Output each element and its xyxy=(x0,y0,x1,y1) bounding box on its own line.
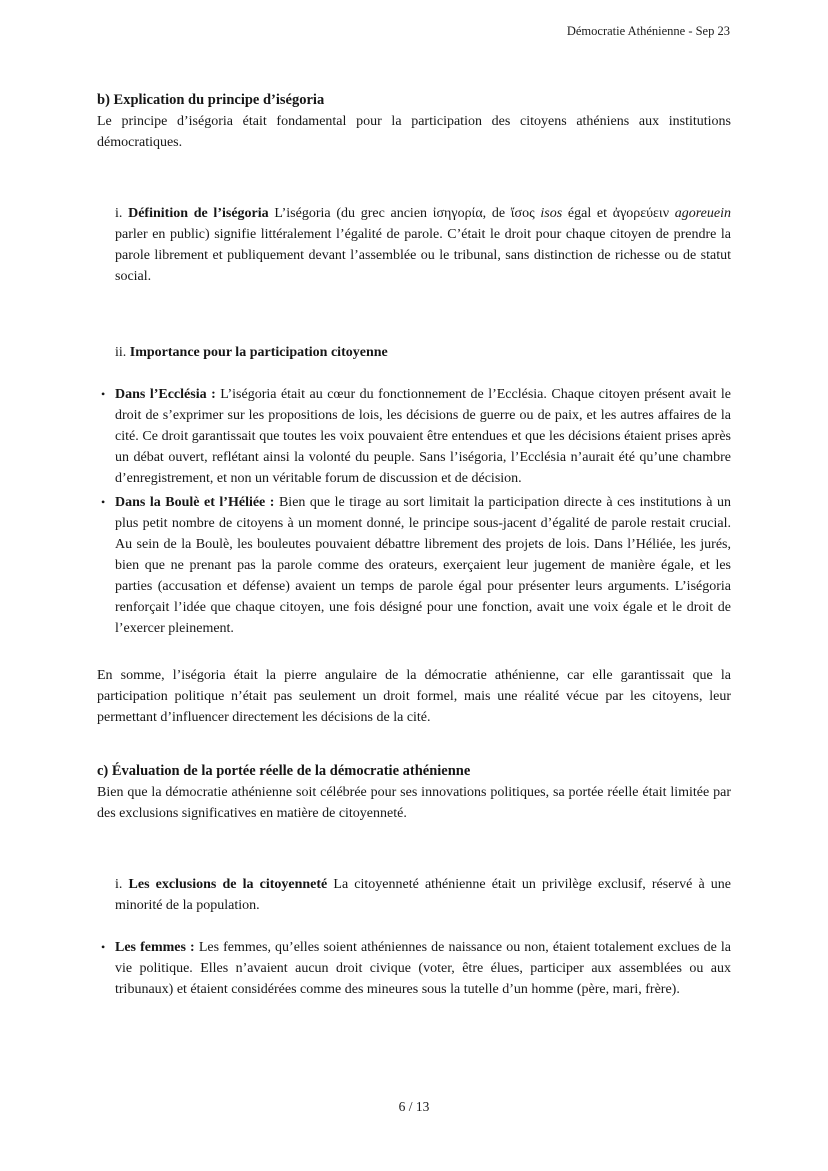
section-c-intro: Bien que la démocratie athénienne soit célébrée pour ses innovations politiques, sa portée réelle était limitée par des exclusions significatives en matière de citoyenneté. xyxy=(97,785,731,821)
bullet-lead: Les femmes : xyxy=(115,940,195,955)
section-b-conclusion: En somme, l’iségoria était la pierre angulaire de la démocratie athénienne, car elle garantissait que la participation politique n’était pas seulement un droit formel, mais une réalité vécue par les citoyens, leur permettant d’influencer directement les décisions de la cité. xyxy=(97,668,731,725)
document-body xyxy=(97,0,731,1000)
greek-transliteration-isos: isos xyxy=(540,206,563,221)
section-b-intro: Le principe d’iségoria était fondamental pour la participation des citoyens athéniens aux institutions démocratiques. xyxy=(97,114,731,150)
item-text: L’iségoria (du grec ancien ἰσηγορία, de ἴσος xyxy=(268,206,541,221)
item-number: ii. xyxy=(115,345,130,360)
bullet-text: Les femmes, qu’elles soient athéniennes de naissance ou non, étaient totalement exclues de la vie politique. Elles n’avaient aucun droit civique (voter, être élues, participer aux assemblées ou aux tribunaux) et étaient considérées comme des mineures sous la tutelle d’un homme (père, mari, frère). xyxy=(115,940,731,997)
item-definition-isegoria xyxy=(115,203,731,287)
item-importance-participation xyxy=(115,342,731,363)
bullet-les-femmes xyxy=(97,937,731,1000)
item-title: Importance pour la participation citoyenne xyxy=(129,345,388,360)
section-b-heading: b) Explication du principe d’iségoria xyxy=(97,92,325,108)
page-number: 6 / 13 xyxy=(398,1099,430,1114)
greek-transliteration-agoreuein: agoreuein xyxy=(674,206,731,221)
bullet-boule-heliee xyxy=(97,492,731,639)
running-header xyxy=(567,24,730,39)
bullet-text: L’iségoria était au cœur du fonctionnement de l’Ecclésia. Chaque citoyen présent avait le droit de s’exprimer sur les propositions de lois, les décisions de guerre ou de paix, et les autres affaires de la cité. Ce droit garantissait que toutes les voix pouvaient être entendues et que les décisions étaient prises après un débat ouvert, reflétant ainsi la volonté du peuple. Sans l’iségoria, l’Ecclésia n’aurait été qu’une chambre d’enregistrement, et non un véritable forum de discussion et de décision. xyxy=(115,387,731,486)
item-text: La citoyenneté athénienne était un privilège exclusif, réservé à une minorité de la population. xyxy=(115,877,731,913)
importance-bullet-list xyxy=(97,384,731,639)
item-text: parler en public) signifie littéralement l’égalité de parole. C’était le droit pour chaque citoyen de prendre la parole librement et publiquement devant l’assemblée ou le tribunal, sans distinction de richesse ou de statut social. xyxy=(115,227,731,284)
bullet-ecclesia xyxy=(97,384,731,489)
item-title: Les exclusions de la citoyenneté xyxy=(128,877,328,892)
item-exclusions-citoyennete xyxy=(115,874,731,916)
item-number: i. xyxy=(115,877,129,892)
page-footer xyxy=(0,1096,828,1117)
section-c-heading: c) Évaluation de la portée réelle de la démocratie athénienne xyxy=(97,763,471,779)
bullet-text: Bien que le tirage au sort limitait la participation directe à ces institutions à un plus petit nombre de citoyens à un moment donné, le principe sous-jacent d’égalité de parole restait crucial. Au sein de la Boulè, les bouleutes pouvaient débattre librement des projets de lois. Dans l’Héliée, les jurés, bien que ne prenant pas la parole comme des orateurs, exerçaient leur jugement de manière égale, et les parties (accusation et défense) avaient un temps de parole égal pour présenter leurs arguments. L’iségoria renforçait l’idée que chaque citoyen, une fois désigné pour une fonction, avait une voix égale et le droit de l’exercer pleinement. xyxy=(115,495,731,636)
bullet-lead: Dans la Boulè et l’Héliée : xyxy=(115,495,275,510)
item-text: égal et ἀγορεύειν xyxy=(562,206,675,221)
item-title: Définition de l’iségoria xyxy=(128,206,269,221)
exclusions-bullet-list xyxy=(97,937,731,1000)
bullet-lead: Dans l’Ecclésia : xyxy=(115,387,216,402)
item-number: i. xyxy=(115,206,129,221)
header-title: Démocratie Athénienne - Sep 23 xyxy=(566,24,730,38)
